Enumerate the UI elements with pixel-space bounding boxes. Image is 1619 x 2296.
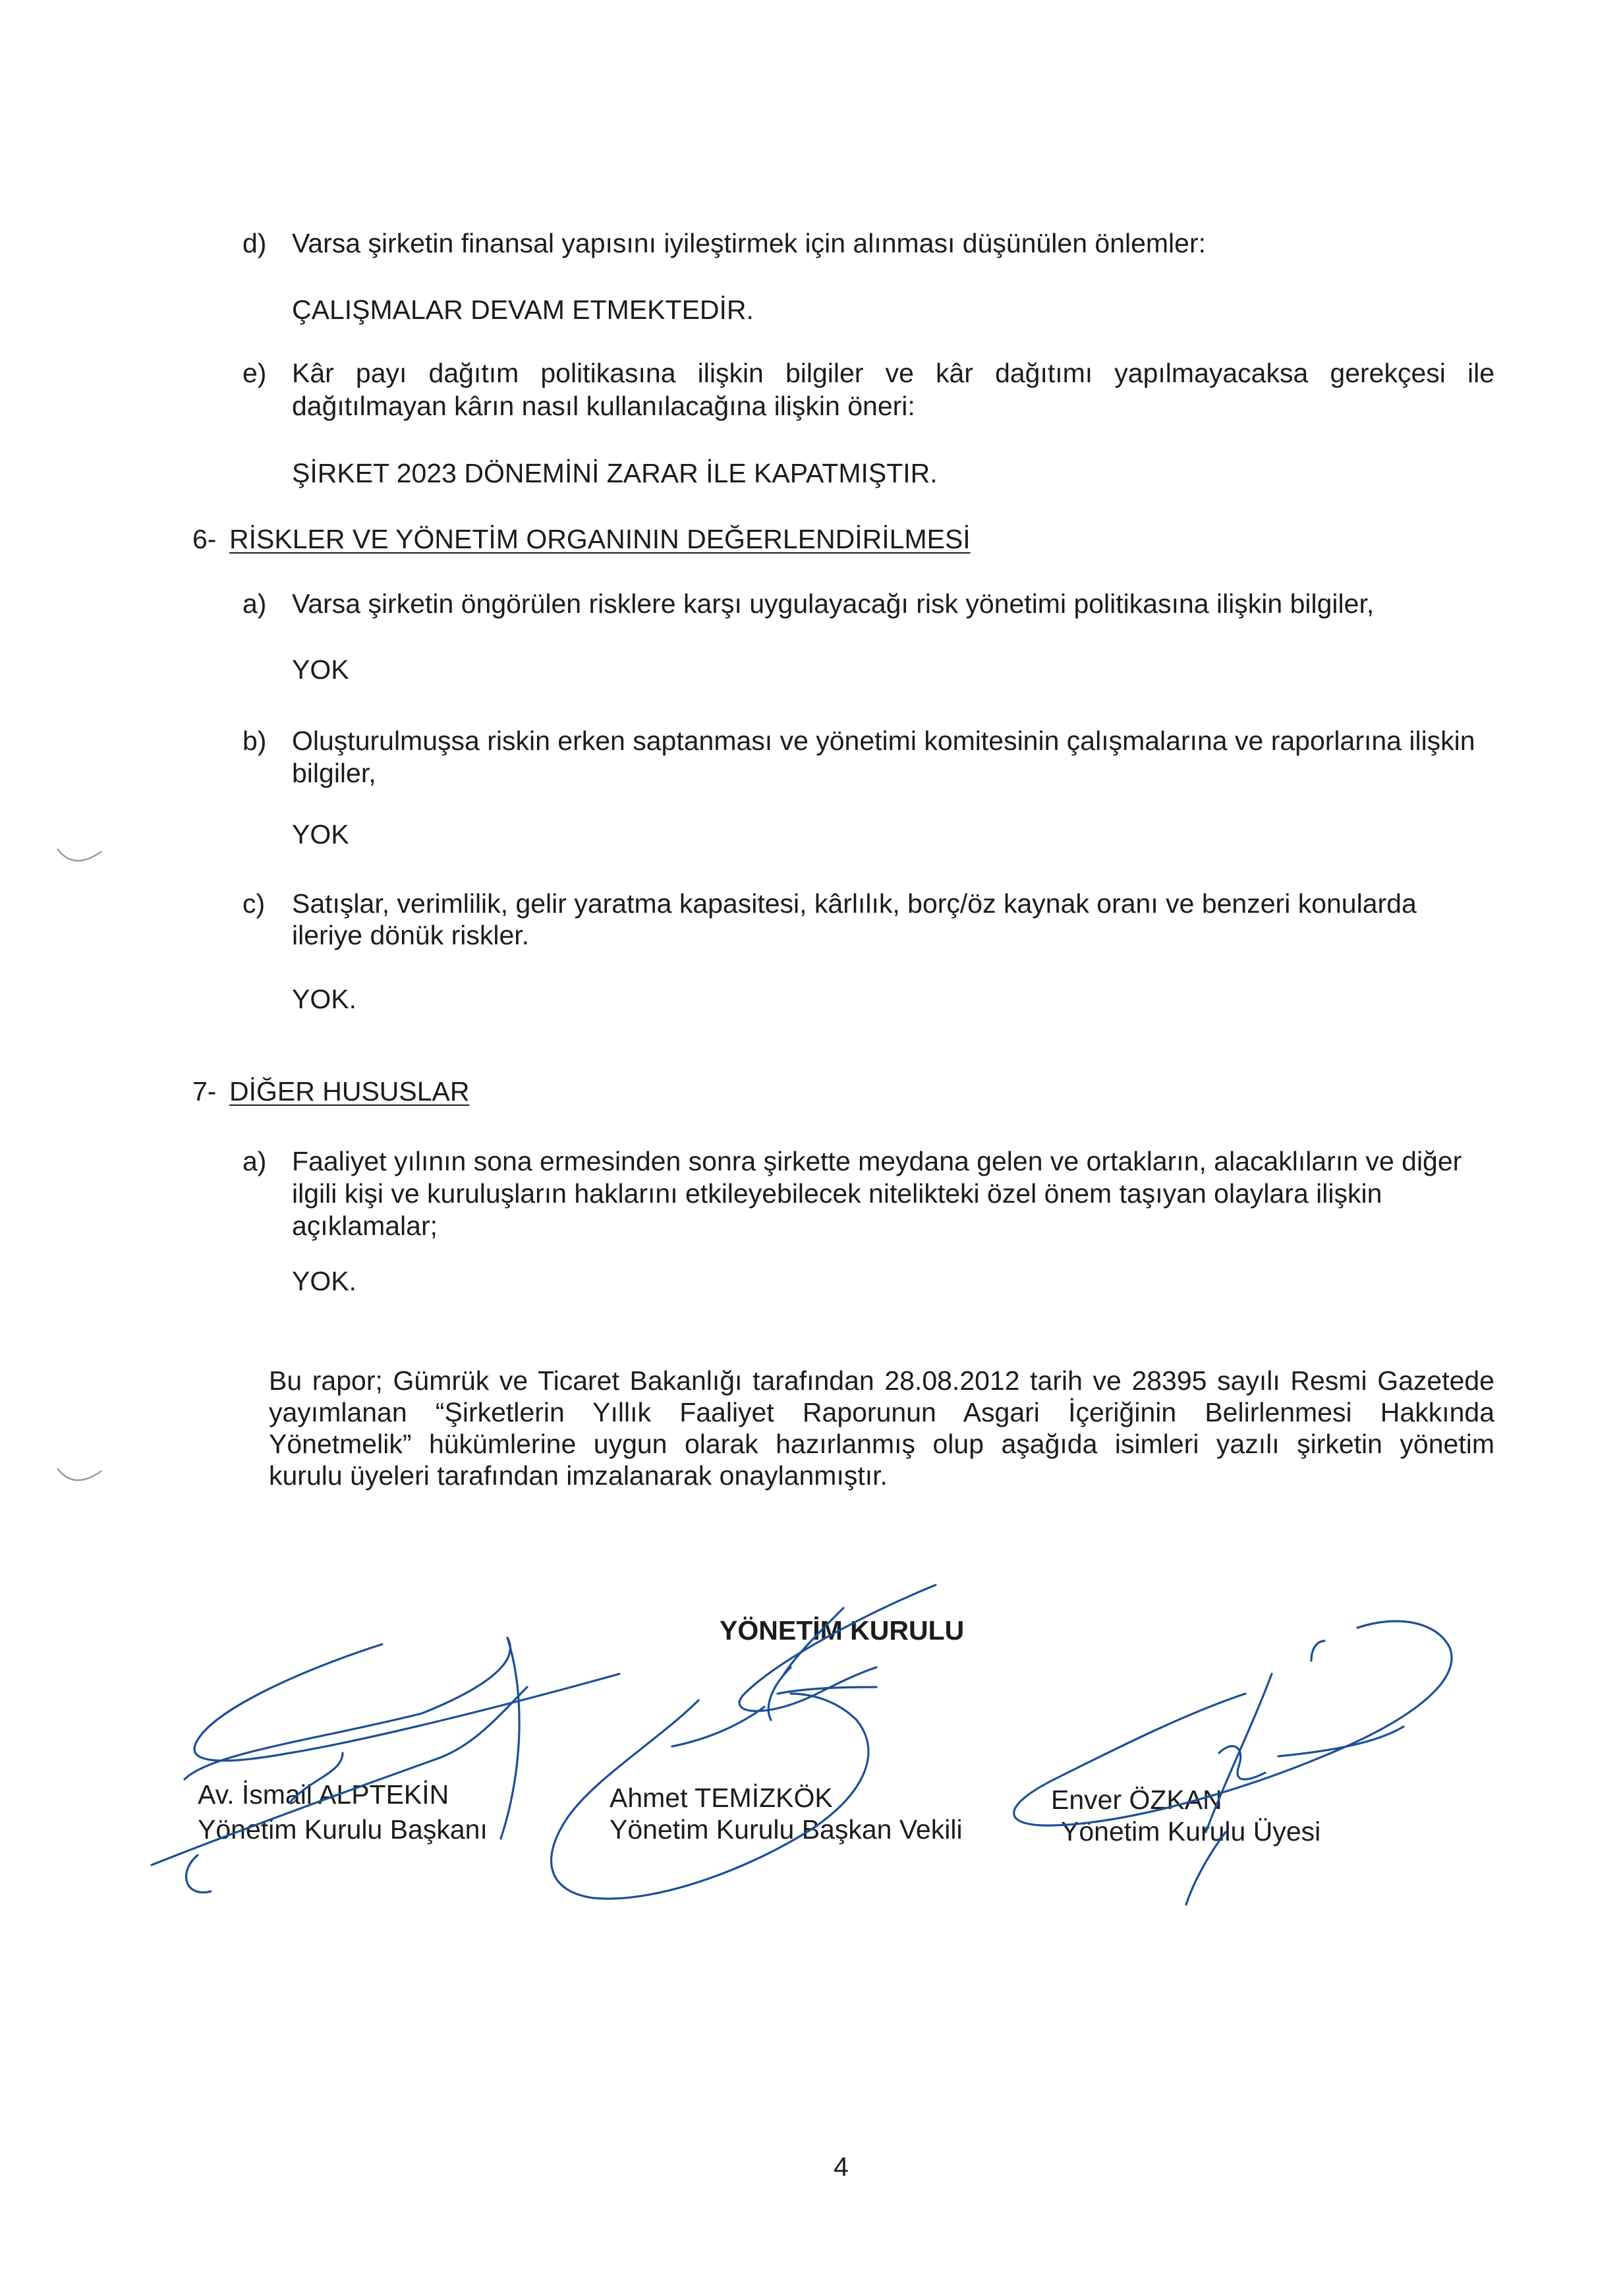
closing-line3: Yönetmelik” hükümlerine uygun olarak hazırlanmış olup aşağıda isimleri yazılı şirketin yönetim — [269, 1429, 1494, 1459]
signature-member-3 — [1014, 1621, 1452, 1905]
item-6a-text: Varsa şirketin öngörülen risklere karşı uygulayacağı risk yönetimi politikasına ilişkin bilgiler, — [292, 588, 1375, 619]
heading-7-title: DİĞER HUSUSLAR — [229, 1076, 470, 1106]
member-1-name: Av. İsmail ALPTEKİN — [198, 1779, 449, 1810]
item-e-question-line2: dağıtılmayan kârın nasıl kullanılacağına ilişkin öneri: — [292, 391, 915, 421]
item-label-d: d) — [242, 228, 267, 258]
signature-member-1 — [152, 1638, 619, 1893]
closing-line4: kurulu üyeleri tarafından imzalanarak onaylanmıştır. — [269, 1460, 888, 1491]
punch-hole-mark — [54, 1456, 107, 1496]
page-number: 4 — [834, 2152, 849, 2182]
item-label-6c: c) — [242, 888, 266, 919]
item-label-7a: a) — [242, 1146, 267, 1176]
item-d-answer: ÇALIŞMALAR DEVAM ETMEKTEDİR. — [292, 295, 754, 325]
board-title: YÖNETİM KURULU — [720, 1615, 965, 1646]
item-7a-text-line2: ilgili kişi ve kuruluşların haklarını etkileyebilecek nitelikteki özel önem taşıyan olaylara ilişkin — [292, 1178, 1382, 1209]
item-e-answer: ŞİRKET 2023 DÖNEMİNİ ZARAR İLE KAPATMIŞTIR. — [292, 458, 938, 488]
item-6b-text-line2: bilgiler, — [292, 758, 376, 788]
item-6c-text-line1: Satışlar, verimlilik, gelir yaratma kapasitesi, kârlılık, borç/öz kaynak oranı ve benzeri konularda — [292, 888, 1417, 919]
item-label-6a: a) — [242, 588, 267, 619]
item-e-question-line1: Kâr payı dağıtım politikasına ilişkin bilgiler ve kâr dağıtımı yapılmayacaksa gerekçesi ile — [292, 358, 1494, 388]
member-1-role: Yönetim Kurulu Başkanı — [198, 1814, 488, 1845]
heading-7-number: 7- — [192, 1076, 217, 1106]
item-6b-answer: YOK — [292, 819, 349, 849]
heading-6-title: RİSKLER VE YÖNETİM ORGANININ DEĞERLENDİRİLMESİ — [229, 524, 971, 554]
punch-hole-mark — [54, 837, 107, 876]
item-6b-text-line1: Oluşturulmuşsa riskin erken saptanması ve yönetimi komitesinin çalışmalarına ve raporlarına ilişkin — [292, 726, 1475, 756]
member-2-role: Yönetim Kurulu Başkan Vekili — [610, 1814, 963, 1845]
item-6c-answer: YOK. — [292, 984, 356, 1014]
member-2-name: Ahmet TEMİZKÖK — [610, 1783, 833, 1813]
item-7a-text-line3: açıklamalar; — [292, 1211, 438, 1241]
item-d-question: Varsa şirketin finansal yapısını iyileştirmek için alınması düşünülen önlemler: — [292, 228, 1207, 258]
member-3-name: Enver ÖZKAN — [1051, 1785, 1222, 1815]
item-6c-text-line2: ileriye dönük riskler. — [292, 920, 530, 950]
item-label-6b: b) — [242, 726, 267, 756]
item-7a-answer: YOK. — [292, 1266, 356, 1296]
heading-6-number: 6- — [192, 524, 217, 554]
item-label-e: e) — [242, 358, 267, 388]
item-7a-text-line1: Faaliyet yılının sona ermesinden sonra şirkette meydana gelen ve ortakların, alacaklıların ve diğer — [292, 1146, 1462, 1176]
item-6a-answer: YOK — [292, 654, 349, 685]
closing-line2: yayımlanan “Şirketlerin Yıllık Faaliyet Raporunun Asgari İçeriğinin Belirlenmesi Hakkında — [269, 1397, 1494, 1427]
closing-line1: Bu rapor; Gümrük ve Ticaret Bakanlığı tarafından 28.08.2012 tarih ve 28395 sayılı Resmi Gazetede — [269, 1365, 1494, 1396]
member-3-role: Yönetim Kurulu Üyesi — [1061, 1816, 1321, 1847]
